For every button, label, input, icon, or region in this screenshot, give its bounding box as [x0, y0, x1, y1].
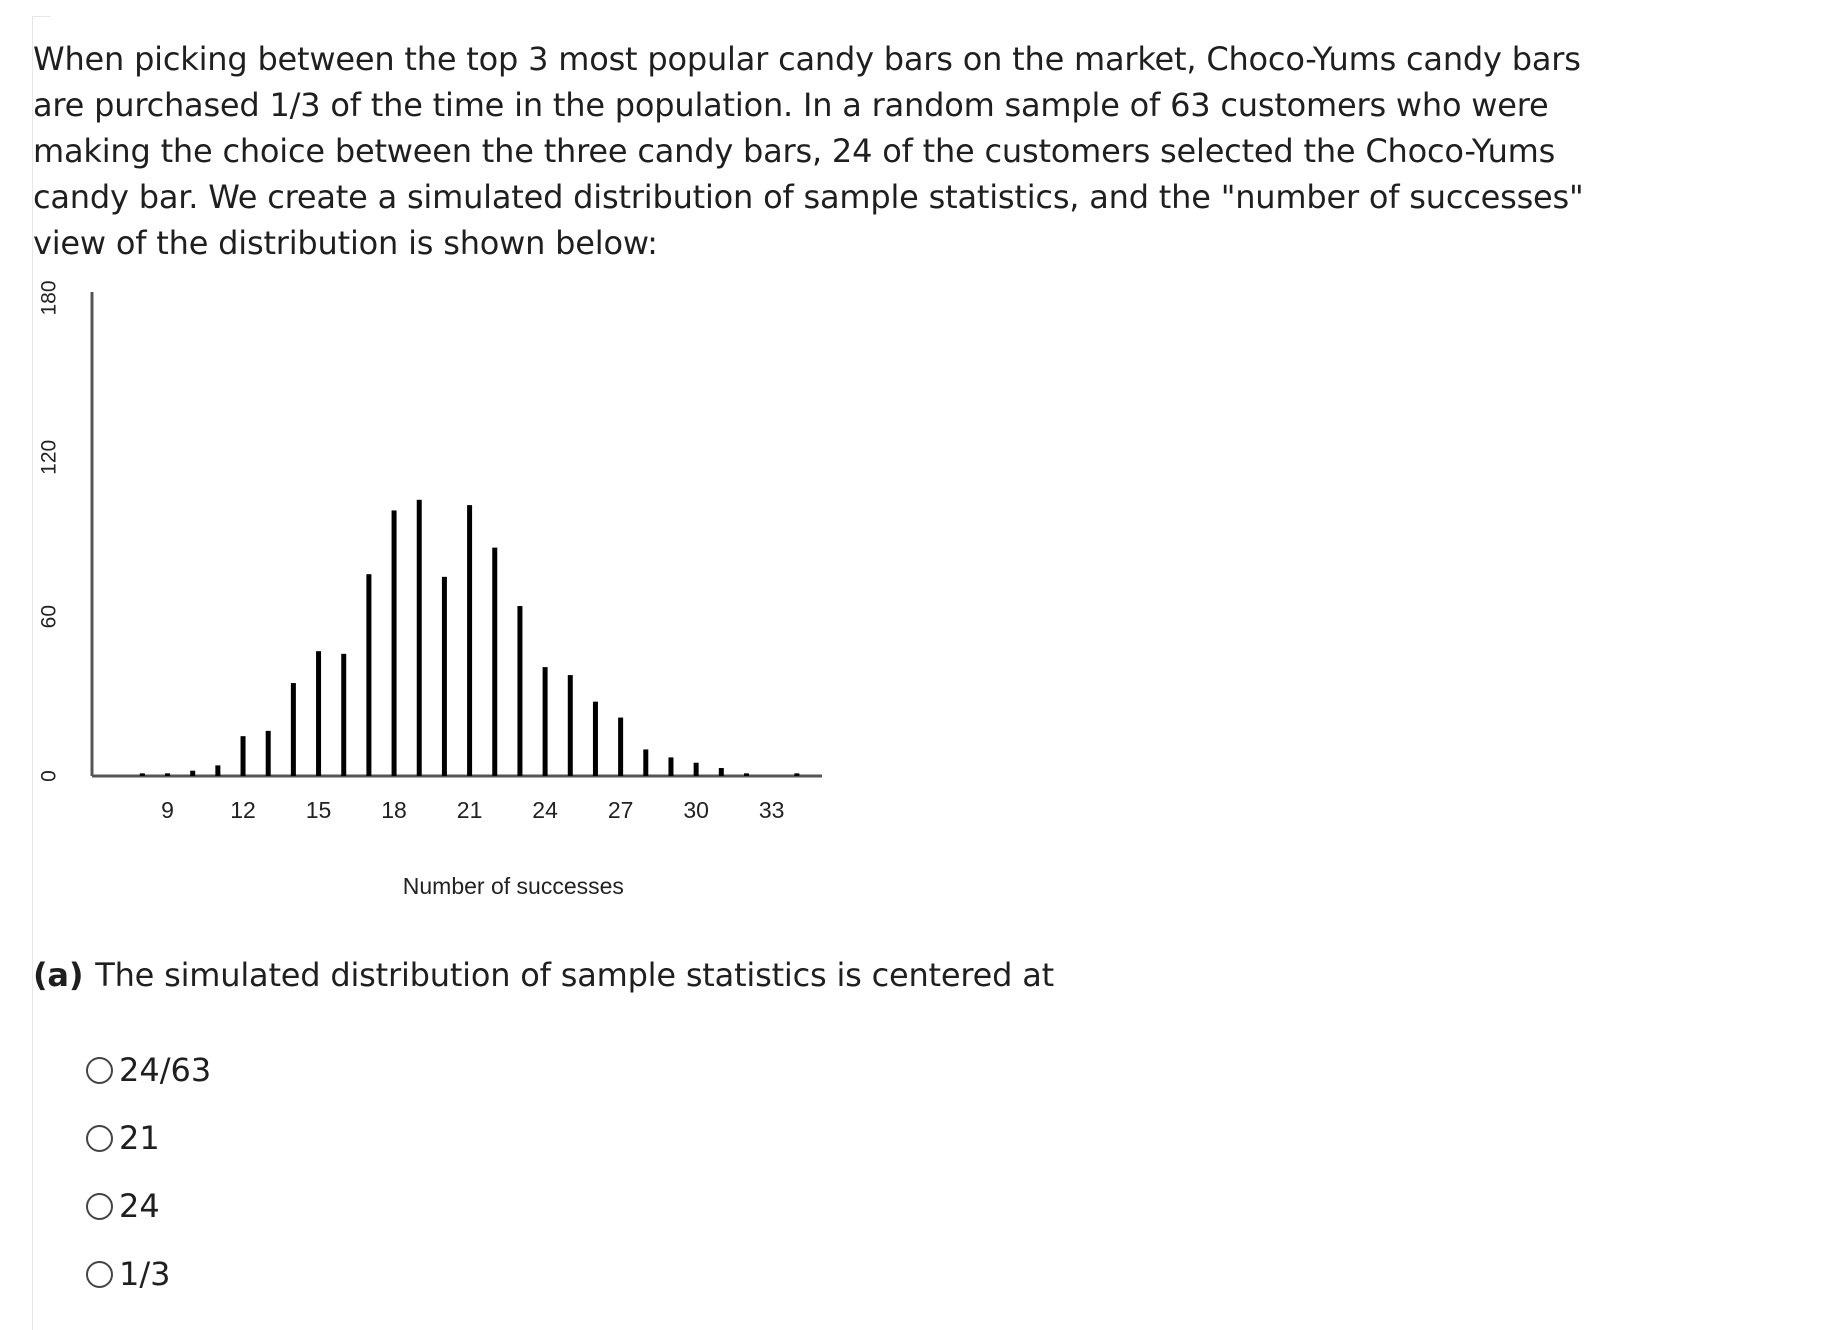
choice-label: 24/63 — [119, 1051, 212, 1089]
sub-question-label: (a) — [33, 956, 84, 994]
y-tick-label: 120 — [37, 439, 61, 475]
histogram-bar-15 — [316, 651, 321, 776]
choice-option-2[interactable] — [86, 1104, 211, 1172]
panel-top-border — [32, 16, 50, 17]
answer-choices — [86, 1036, 211, 1308]
histogram-bar-31 — [719, 768, 724, 776]
x-tick-label: 18 — [381, 797, 407, 823]
x-axis-title: Number of successes — [402, 873, 624, 899]
x-tick-label: 33 — [758, 797, 785, 823]
histogram-bar-27 — [618, 718, 623, 776]
histogram-bar-18 — [392, 510, 397, 776]
y-tick-label: 0 — [37, 770, 61, 782]
y-tick-label: 180 — [37, 280, 61, 316]
histogram-bar-22 — [492, 548, 497, 776]
x-tick-label: 24 — [532, 797, 558, 823]
histogram-bar-26 — [593, 702, 598, 776]
histogram-bar-29 — [668, 757, 673, 776]
histogram-bar-14 — [291, 683, 296, 776]
histogram-bar-17 — [366, 574, 371, 776]
x-tick-label: 27 — [607, 797, 634, 823]
bars-group — [140, 500, 799, 776]
choice-label: 24 — [119, 1187, 160, 1225]
histogram-bar-34 — [794, 773, 799, 776]
radio-button[interactable] — [86, 1193, 113, 1220]
histogram-bar-21 — [467, 505, 472, 776]
histogram-bar-30 — [694, 763, 699, 776]
x-tick-label: 30 — [683, 797, 709, 823]
histogram-bar-24 — [543, 667, 548, 776]
x-tick-label: 21 — [456, 797, 483, 823]
sub-question-text: The simulated distribution of sample statistics is centered at — [95, 956, 1054, 994]
histogram-bar-28 — [643, 749, 648, 776]
x-ticks-group — [161, 797, 784, 823]
radio-button[interactable] — [86, 1125, 113, 1152]
histogram-bar-16 — [341, 654, 346, 776]
x-tick-label: 12 — [230, 797, 256, 823]
radio-button[interactable] — [86, 1261, 113, 1288]
histogram-bar-23 — [517, 606, 522, 776]
x-tick-label: 15 — [305, 797, 332, 823]
choice-option-1[interactable] — [86, 1036, 211, 1104]
histogram-bar-12 — [241, 736, 246, 776]
radio-button[interactable] — [86, 1057, 113, 1084]
histogram-bar-19 — [417, 500, 422, 776]
x-tick-label: 9 — [161, 797, 174, 823]
distribution-chart — [0, 270, 900, 930]
y-tick-label: 60 — [37, 604, 61, 629]
choice-label: 1/3 — [119, 1255, 171, 1293]
choice-label: 21 — [119, 1119, 160, 1157]
histogram-bar-32 — [744, 773, 749, 776]
sub-question-a — [33, 952, 1054, 998]
histogram-bar-13 — [266, 731, 271, 776]
histogram-bar-25 — [568, 675, 573, 776]
histogram-bar-10 — [190, 771, 195, 776]
histogram-bar-9 — [165, 773, 170, 776]
histogram-bar-11 — [215, 765, 220, 776]
chart-svg — [0, 270, 900, 930]
choice-option-3[interactable] — [86, 1172, 211, 1240]
choice-option-4[interactable] — [86, 1240, 211, 1308]
y-ticks-group — [38, 280, 61, 781]
question-prompt: When picking between the top 3 most popular candy bars on the market, Choco-Yums candy bars are purchased 1/3 of the time in the population. In a random sample of 63 customers who were making the choice between the three candy bars, 24 of the customers selected the Choco-Yums candy bar. We create a simulated distribution of sample statistics, and the "number of successes" view of the distribution is shown below: — [33, 40, 1584, 262]
histogram-bar-20 — [442, 577, 447, 776]
histogram-bar-8 — [140, 773, 145, 776]
